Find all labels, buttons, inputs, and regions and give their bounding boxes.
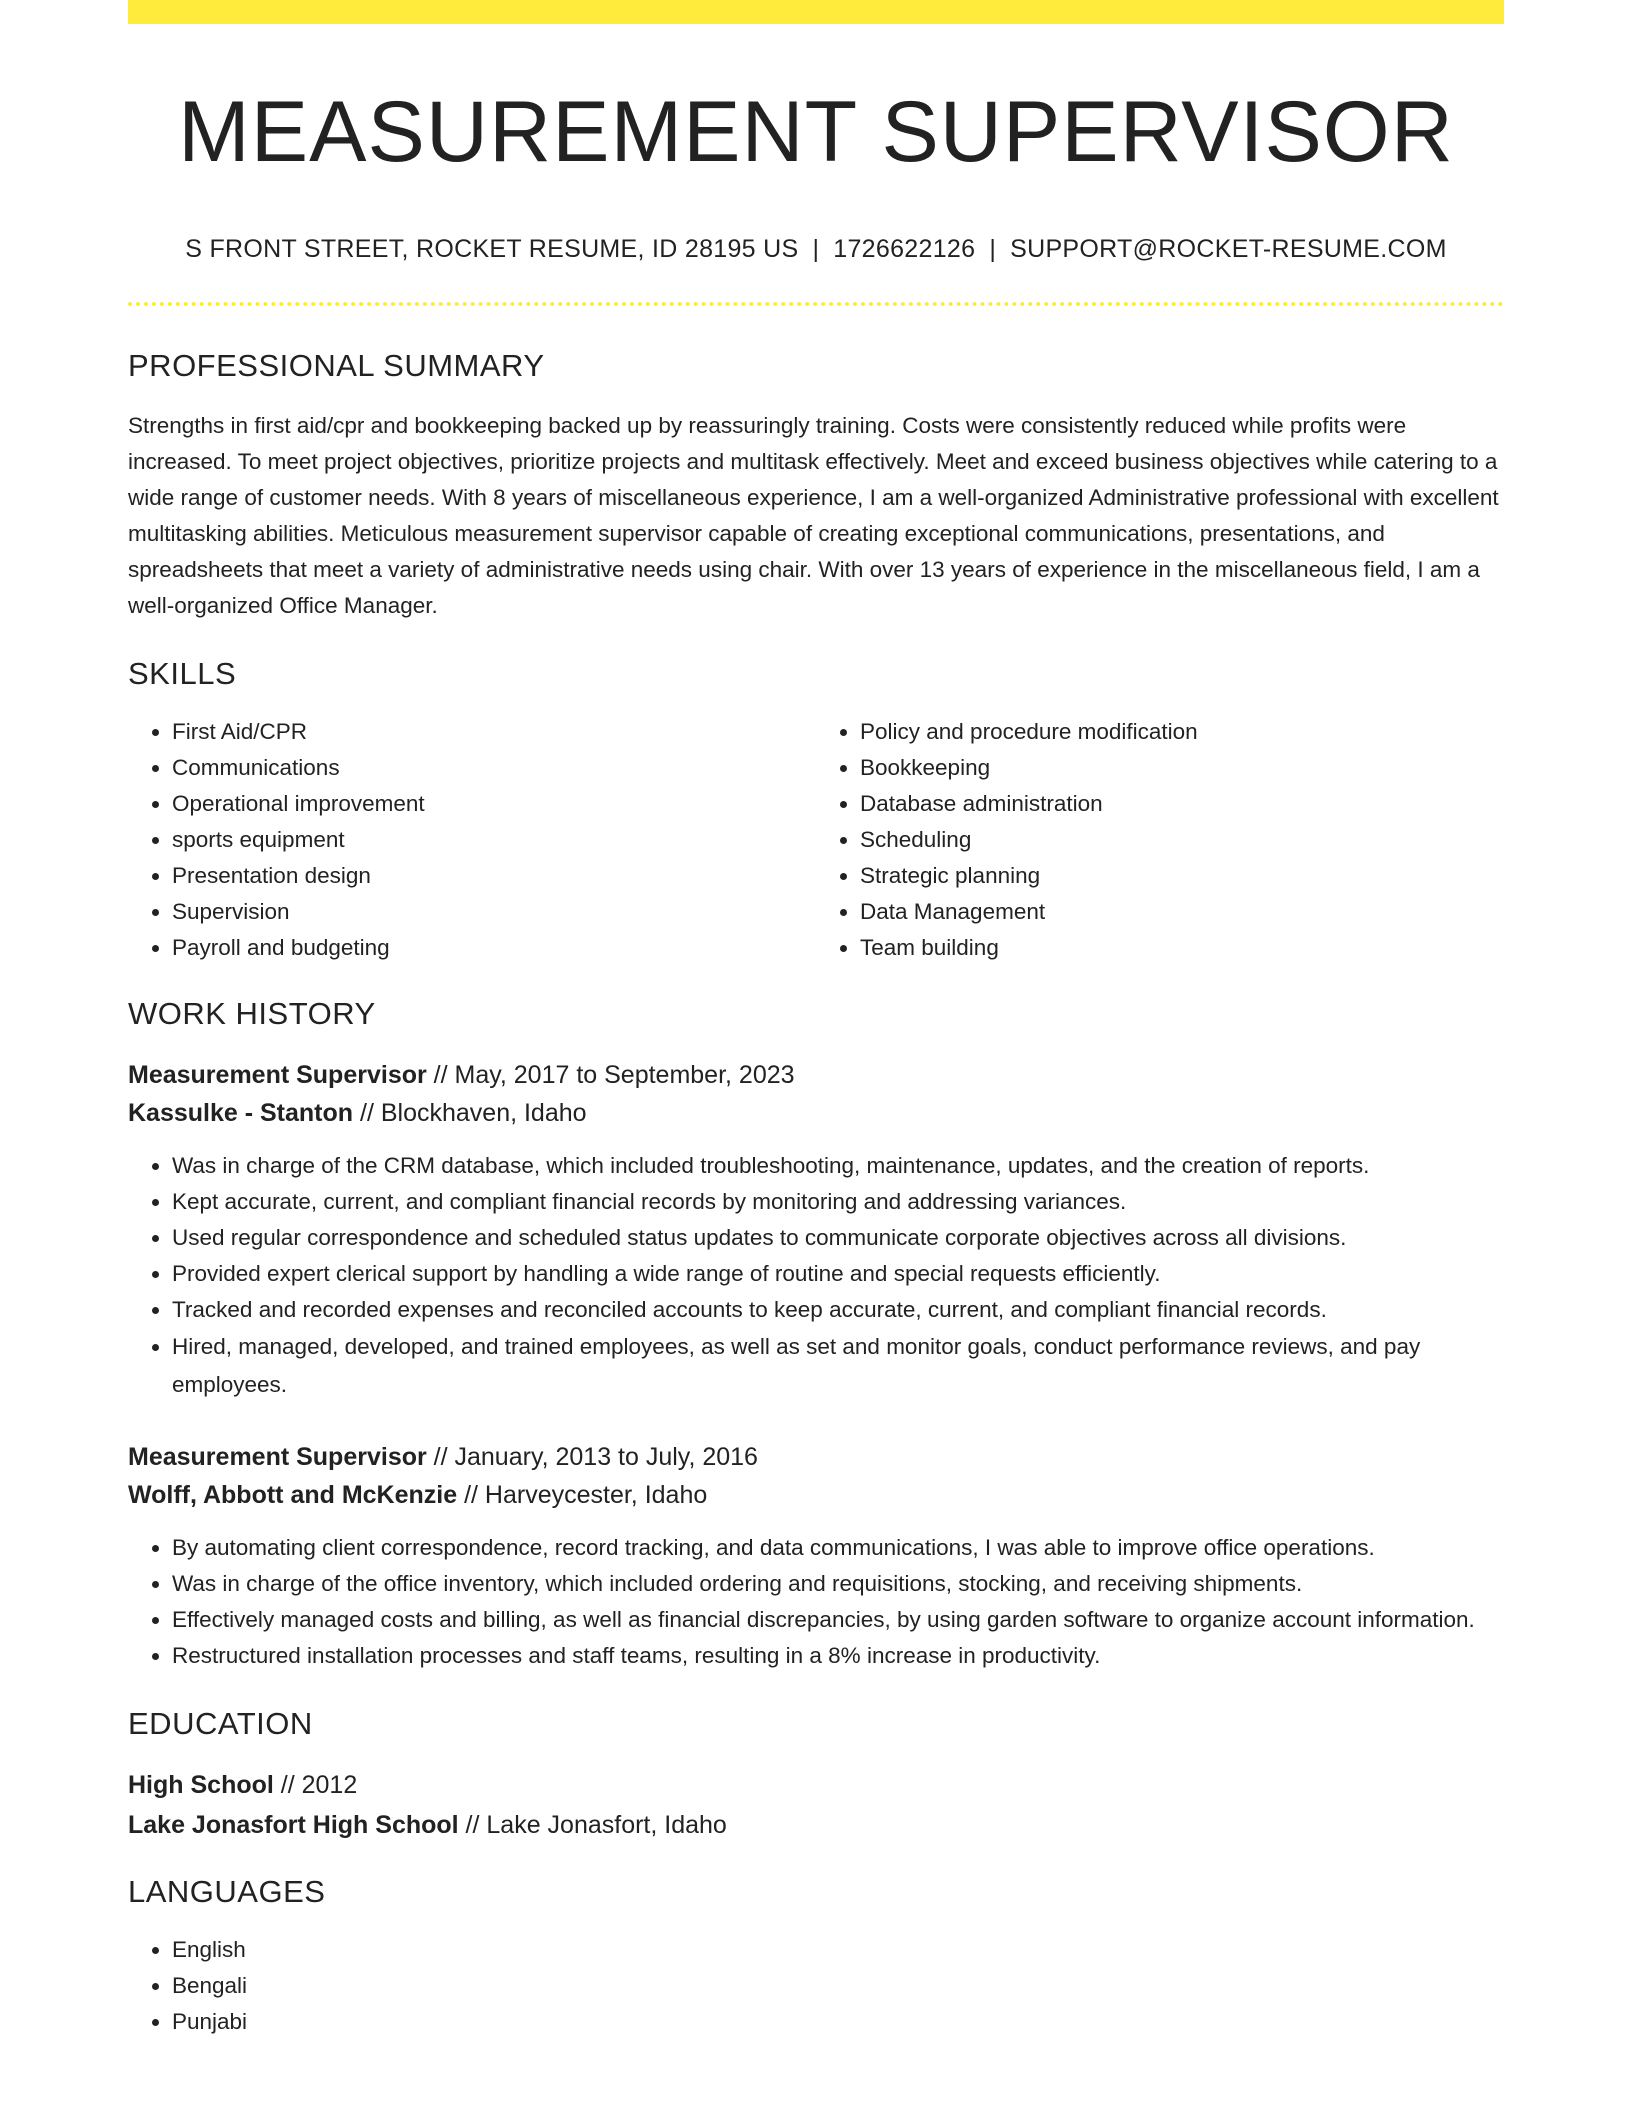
job-bullet: • Restructured installation processes and staff teams, resulting in a 8% increase in productivity. <box>172 1638 1504 1674</box>
skill-item: • Operational improvement <box>172 786 816 822</box>
job-company: Wolff, Abbott and McKenzie <box>128 1481 458 1509</box>
skill-item: • Strategic planning <box>860 858 1504 894</box>
job-bullets <box>128 1530 1504 1674</box>
education-school-line <box>128 1806 1504 1844</box>
job-bullet: • Hired, managed, developed, and trained employees, as well as set and monitor goals, conduct performance reviews, and pay employees. <box>172 1328 1504 1404</box>
top-accent-bar <box>128 0 1504 24</box>
job-bullet: • Kept accurate, current, and compliant financial records by monitoring and addressing variances. <box>172 1184 1504 1220</box>
job-title-line <box>128 1056 1504 1094</box>
job-entry <box>128 1056 1504 1404</box>
contact-email: SUPPORT@ROCKET-RESUME.COM <box>1010 235 1447 263</box>
job-location: // Blockhaven, Idaho <box>353 1099 587 1127</box>
job-entry <box>128 1438 1504 1674</box>
education-school: Lake Jonasfort High School <box>128 1811 459 1839</box>
job-bullet: • Tracked and recorded expenses and reconciled accounts to keep accurate, current, and compliant financial records. <box>172 1292 1504 1328</box>
contact-phone: 1726622126 <box>833 235 976 263</box>
job-bullet: • Was in charge of the CRM database, which included troubleshooting, maintenance, updates, and the creation of reports. <box>172 1148 1504 1184</box>
contact-address: S FRONT STREET, ROCKET RESUME, ID 28195 US <box>185 235 799 263</box>
job-dates: // May, 2017 to September, 2023 <box>426 1061 795 1089</box>
job-bullet: • Provided expert clerical support by handling a wide range of routine and special requests efficiently. <box>172 1256 1504 1292</box>
language-item: • Punjabi <box>172 2004 1504 2040</box>
job-bullet: • Effectively managed costs and billing, as well as financial discrepancies, by using garden software to organize account information. <box>172 1602 1504 1638</box>
job-bullets <box>128 1148 1504 1404</box>
summary-heading: PROFESSIONAL SUMMARY <box>128 348 545 383</box>
job-company-line <box>128 1476 1504 1514</box>
skill-item: • Database administration <box>860 786 1504 822</box>
candidate-name: MEASUREMENT SUPERVISOR <box>178 84 1454 180</box>
job-role: Measurement Supervisor <box>128 1443 427 1471</box>
skill-item: • Team building <box>860 930 1504 966</box>
skills-column-right <box>816 714 1504 966</box>
contact-separator: | <box>989 235 997 263</box>
education-heading: EDUCATION <box>128 1706 313 1741</box>
header-divider <box>128 302 1504 306</box>
education-location: // Lake Jonasfort, Idaho <box>458 1811 727 1839</box>
skill-item: • Payroll and budgeting <box>172 930 816 966</box>
job-title-line <box>128 1438 1504 1476</box>
skill-item: • Policy and procedure modification <box>860 714 1504 750</box>
summary-text: Strengths in first aid/cpr and bookkeeping backed up by reassuringly training. Costs were consistently reduced while profits were increased. To meet project objectives, prioritize projects and multitask effectively. Meet and exceed business objectives while catering to a wide range of customer needs. With 8 years of miscellaneous experience, I am a well-organized Administrative professional with excellent multitasking abilities. Meticulous measurement supervisor capable of creating exceptional communications, presentations, and spreadsheets that meet a variety of administrative needs using chair. With over 13 years of experience in the miscellaneous field, I am a well-organized Office Manager. <box>128 413 1499 618</box>
job-location: // Harveycester, Idaho <box>457 1481 708 1509</box>
skill-item: • Data Management <box>860 894 1504 930</box>
job-role: Measurement Supervisor <box>128 1061 427 1089</box>
contact-line <box>128 234 1504 264</box>
education-degree-line <box>128 1766 1504 1804</box>
languages-list <box>128 1932 1504 2040</box>
skill-item: • Scheduling <box>860 822 1504 858</box>
resume-page <box>128 0 1504 2040</box>
work-history-heading: WORK HISTORY <box>128 996 376 1031</box>
skill-item: • Communications <box>172 750 816 786</box>
job-company-line <box>128 1094 1504 1132</box>
education-year: // 2012 <box>273 1771 358 1799</box>
skill-item: • Presentation design <box>172 858 816 894</box>
language-item: • English <box>172 1932 1504 1968</box>
job-company: Kassulke - Stanton <box>128 1099 354 1127</box>
skills-heading: SKILLS <box>128 656 237 691</box>
languages-heading: LANGUAGES <box>128 1874 326 1909</box>
skill-item: • Bookkeeping <box>860 750 1504 786</box>
job-bullet: • Was in charge of the office inventory, which included ordering and requisitions, stocking, and receiving shipments. <box>172 1566 1504 1602</box>
education-degree: High School <box>128 1771 274 1799</box>
skills-column-left <box>128 714 816 966</box>
skill-item: • sports equipment <box>172 822 816 858</box>
language-item: • Bengali <box>172 1968 1504 2004</box>
skills-list <box>128 714 1504 966</box>
education-entry <box>128 1766 1504 1844</box>
job-dates: // January, 2013 to July, 2016 <box>426 1443 758 1471</box>
contact-separator: | <box>812 235 820 263</box>
job-bullet: • By automating client correspondence, record tracking, and data communications, I was able to improve office operations. <box>172 1530 1504 1566</box>
skill-item: • Supervision <box>172 894 816 930</box>
job-bullet: • Used regular correspondence and scheduled status updates to communicate corporate objectives across all divisions. <box>172 1220 1504 1256</box>
skill-item: • First Aid/CPR <box>172 714 816 750</box>
